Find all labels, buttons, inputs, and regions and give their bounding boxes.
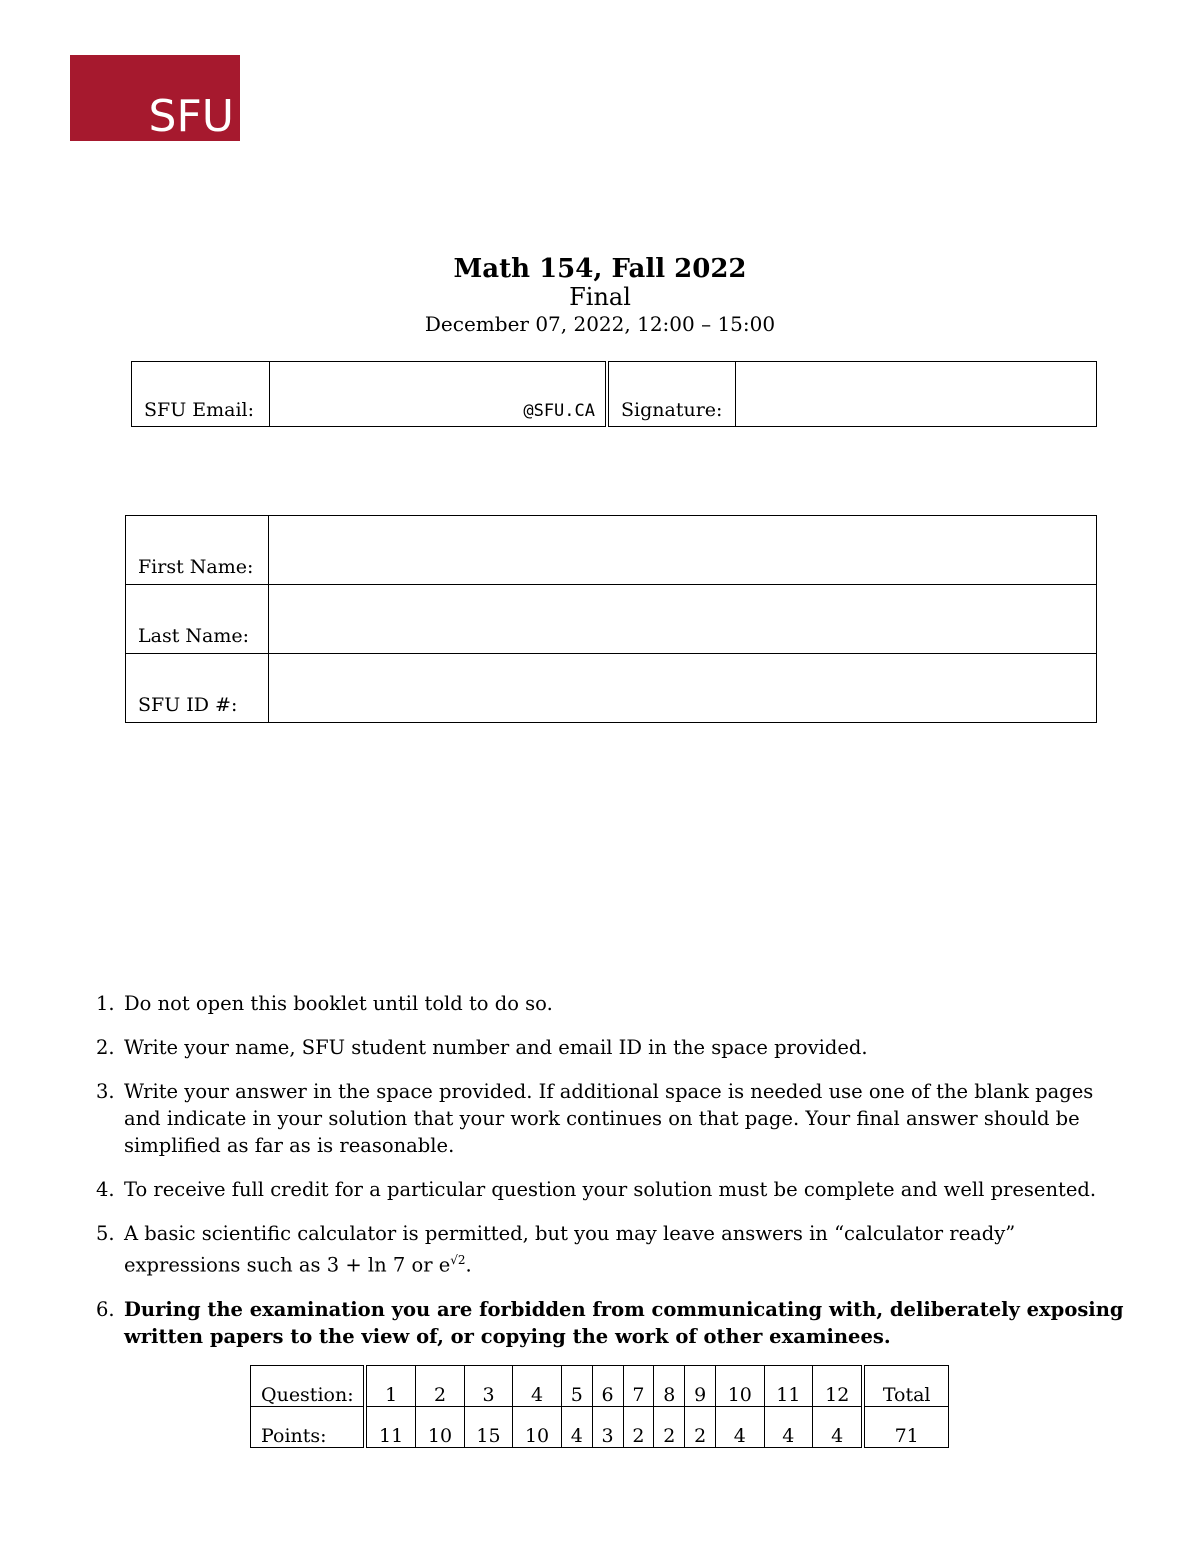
points-cell: 10 <box>513 1407 562 1448</box>
signature-label: Signature: <box>607 362 736 427</box>
points-cell: 4 <box>561 1407 592 1448</box>
sfu-logo <box>70 55 240 141</box>
question-cell: 12 <box>813 1366 864 1407</box>
logo-text: SFU <box>148 91 234 142</box>
exam-title: Math 154, Fall 2022 <box>453 254 747 284</box>
student-info-box <box>125 515 1097 723</box>
email-suffix: @SFU.CA <box>523 401 595 421</box>
instruction-item: 4. To receive full credit for a particular question your solution must be complete and well presented. <box>96 1178 1097 1201</box>
instructions-list <box>96 990 1136 1367</box>
email-field[interactable] <box>270 362 608 427</box>
question-cell: 10 <box>716 1366 765 1407</box>
points-cell: 11 <box>365 1407 416 1448</box>
points-total-cell: 71 <box>863 1407 948 1448</box>
points-cell: 2 <box>623 1407 654 1448</box>
points-cell: 2 <box>654 1407 685 1448</box>
question-total-cell: Total <box>863 1366 948 1407</box>
question-cell: 5 <box>561 1366 592 1407</box>
email-signature-box <box>131 361 1097 427</box>
points-row <box>251 1407 949 1448</box>
exam-date: December 07, 2022, 12:00 – 15:00 <box>424 312 776 336</box>
instruction-item: 5. A basic scientific calculator is permitted, but you may leave answers in “calculator ready” expressions such as 3 + ln 7 or $e^{√2}$. <box>96 1222 1016 1277</box>
points-cell: 15 <box>464 1407 513 1448</box>
question-cell: 2 <box>416 1366 465 1407</box>
points-cell: 10 <box>416 1407 465 1448</box>
question-cell: 4 <box>513 1366 562 1407</box>
instruction-item: 3. Write your answer in the space provided. If additional space is needed use one of the blank pages and indicate in your solution that your work continues on that page. Your final answer should be simplified as far as is reasonable. <box>96 1080 1094 1157</box>
sfu-id-field[interactable] <box>269 654 1097 723</box>
question-cell: 8 <box>654 1366 685 1407</box>
points-cell: 2 <box>685 1407 716 1448</box>
question-cell: 11 <box>764 1366 813 1407</box>
question-cell: 6 <box>592 1366 623 1407</box>
question-cell: 1 <box>365 1366 416 1407</box>
instruction-item: 1. Do not open this booklet until told to do so. <box>96 992 553 1015</box>
first-name-field[interactable] <box>269 516 1097 585</box>
question-cell: 7 <box>623 1366 654 1407</box>
points-cell: 4 <box>813 1407 864 1448</box>
points-cell: 4 <box>716 1407 765 1448</box>
exam-subtitle: Final <box>569 283 631 311</box>
points-table <box>250 1365 949 1448</box>
instruction-item: 2. Write your name, SFU student number and email ID in the space provided. <box>96 1036 868 1059</box>
sfu-id-label: SFU ID #: <box>126 654 269 723</box>
question-cell: 3 <box>464 1366 513 1407</box>
signature-field[interactable] <box>736 362 1097 427</box>
last-name-label: Last Name: <box>126 585 269 654</box>
points-label: Points: <box>251 1407 366 1448</box>
points-cell: 3 <box>592 1407 623 1448</box>
last-name-field[interactable] <box>269 585 1097 654</box>
points-cell: 4 <box>764 1407 813 1448</box>
question-cell: 9 <box>685 1366 716 1407</box>
instruction-item: 6. During the examination you are forbidden from communicating with, deliberately exposing written papers to the view of, or copying the work of other examinees. <box>96 1297 1124 1348</box>
question-label: Question: <box>251 1366 366 1407</box>
email-label: SFU Email: <box>132 362 270 427</box>
question-row <box>251 1366 949 1407</box>
first-name-label: First Name: <box>126 516 269 585</box>
